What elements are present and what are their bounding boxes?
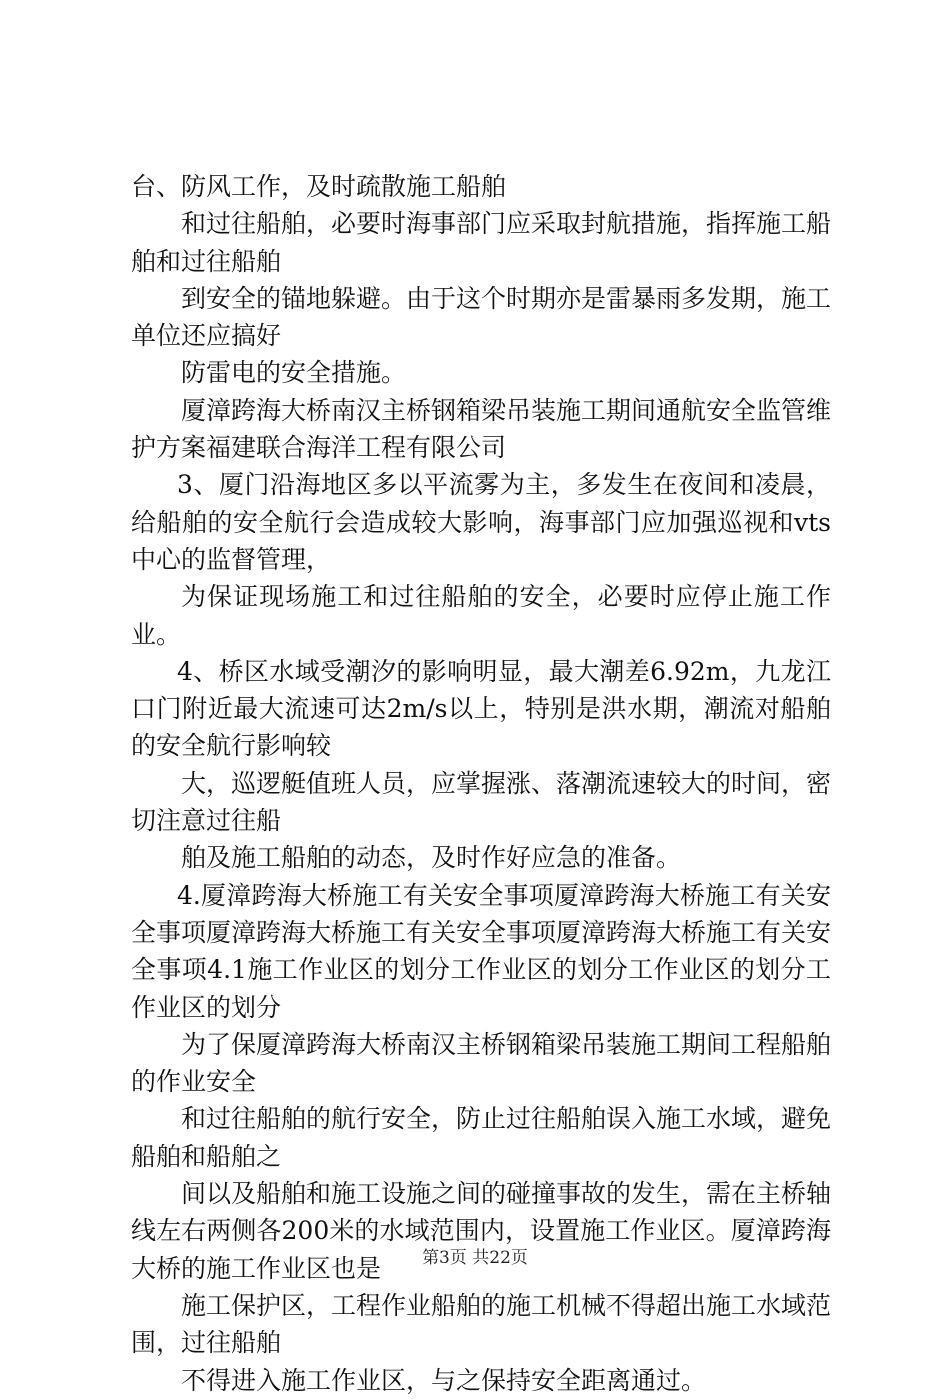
paragraph: 到安全的锚地躲避。由于这个时期亦是雷暴雨多发期，施工单位还应搞好	[131, 283, 832, 351]
paragraph: 和过往船舶的航行安全，防止过往船舶误入施工水域，避免船舶和船舶之	[131, 1104, 832, 1171]
paragraph: 厦漳跨海大桥南汉主桥钢箱梁吊装施工期间通航安全监管维护方案福建联合海洋工程有限公司	[131, 395, 832, 463]
paragraph: 间以及船舶和施工设施之间的碰撞事故的发生，需在主桥轴线左右两侧各200米的水域范围内，设置施工作业区。厦漳跨海大桥的施工作业区也是	[131, 1179, 832, 1283]
paragraph: 防雷电的安全措施。	[181, 358, 407, 388]
paragraph: 3、厦门沿海地区多以平流雾为主，多发生在夜间和凌晨，给船舶的安全航行会造成较大影响，海事部门应加强巡视和vts中心的监督管理，	[131, 470, 831, 574]
paragraph: 为了保厦漳跨海大桥南汉主桥钢箱梁吊装施工期间工程船舶的作业安全	[131, 1029, 832, 1097]
paragraph: 台、防风工作，及时疏散施工船舶	[131, 172, 507, 201]
document-body	[131, 168, 831, 1399]
page-number-footer: 第3页 共22页	[422, 1248, 528, 1268]
paragraph: 舶及施工船舶的动态，及时作好应急的准备。	[181, 843, 682, 873]
paragraph: 4、桥区水域受潮汐的影响明显，最大潮差6.92m，九龙江口门附近最大流速可达2m/s以上，特别是洪水期，潮流对船舶的安全航行影响较	[131, 656, 831, 761]
paragraph: 和过往船舶，必要时海事部门应采取封航措施，指挥施工船舶和过往船舶	[131, 209, 832, 276]
paragraph: 施工保护区，工程作业船舶的施工机械不得超出施工水域范围，过往船舶	[131, 1290, 832, 1358]
paragraph: 大，巡逻艇值班人员，应掌握涨、落潮流速较大的时间，密切注意过往船	[131, 768, 832, 836]
paragraph: 为保证现场施工和过往船舶的安全，必要时应停止施工作业。	[131, 582, 831, 649]
paragraph: 不得进入施工作业区，与之保持安全距离通过。	[181, 1365, 707, 1395]
paragraph: 4.厦漳跨海大桥施工有关安全事项厦漳跨海大桥施工有关安全事项厦漳跨海大桥施工有关安全事项厦漳跨海大桥施工有关安全事项4.1施工作业区的划分工作业区的划分工作业区的划分工作业区的划分	[131, 880, 832, 1022]
